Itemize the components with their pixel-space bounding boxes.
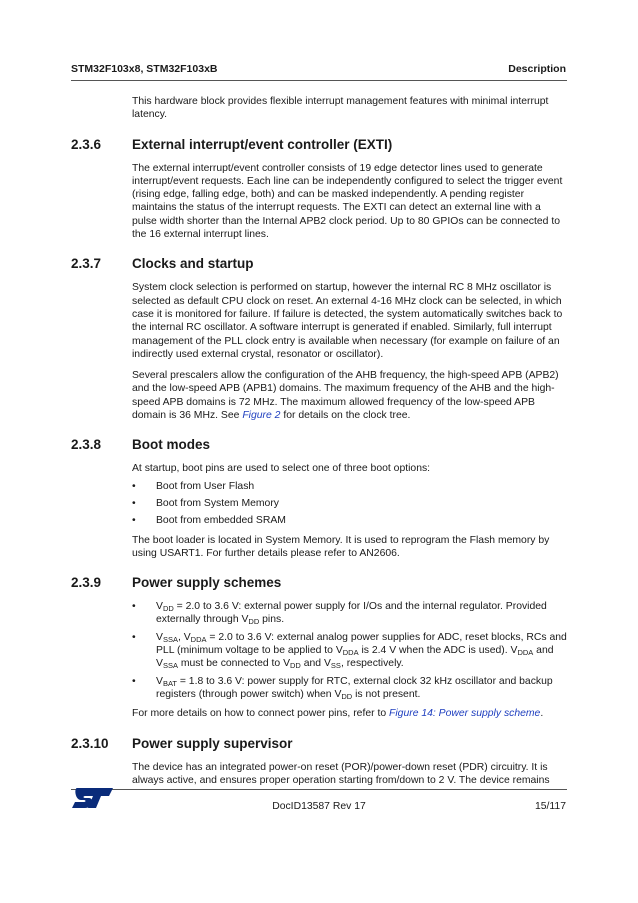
text: = 2.0 to 3.6 V: external power supply for I/Os and the internal regulator. Provided externally through xyxy=(156,601,547,626)
list-item-vssa xyxy=(132,631,567,671)
header-rule xyxy=(71,80,567,81)
text: and xyxy=(533,645,554,657)
boot-paragraph-2: The boot loader is located in System Memory. It is used to reprogram the Flash memory by using USART1. For further details please refer to AN2606. xyxy=(132,534,550,559)
page-content xyxy=(71,95,567,787)
section-number: 2.3.9 xyxy=(71,575,102,591)
clocks-paragraph-2 xyxy=(132,369,567,422)
v: V xyxy=(156,675,163,687)
v: V xyxy=(334,688,342,700)
sub: SSA xyxy=(162,661,178,671)
sub: DD xyxy=(248,617,260,627)
list-item-vbat xyxy=(132,675,567,702)
text: for details on the clock tree. xyxy=(280,410,411,422)
section-number: 2.3.10 xyxy=(71,735,109,751)
text: and xyxy=(300,658,324,670)
section-number: 2.3.6 xyxy=(71,136,102,152)
text: must be connected to xyxy=(177,658,284,670)
text: = 2.0 to 3.6 V: external analog power supplies for ADC, reset blocks, RCs and PLL (minimum voltage to be applied to xyxy=(156,631,567,657)
section-title: Power supply supervisor xyxy=(132,735,293,751)
footer-rule xyxy=(71,789,567,790)
sub: BAT xyxy=(162,678,177,688)
v: V xyxy=(335,645,343,657)
intro-paragraph: This hardware block provides flexible interrupt management features with minimal interrupt latency. xyxy=(132,96,549,121)
text: For more details on how to connect power pins, refer to xyxy=(132,708,390,720)
section-title: Power supply schemes xyxy=(132,575,282,591)
sub: DDA xyxy=(342,648,359,658)
power-supply-list xyxy=(132,600,567,701)
sub: DD xyxy=(290,661,301,671)
sub: SSA xyxy=(162,634,178,644)
list-item: • Boot from embedded SRAM xyxy=(132,514,567,527)
section-title: External interrupt/event controller (EXTI) xyxy=(132,136,393,152)
list-item-vdd xyxy=(132,600,567,627)
text: , respectively. xyxy=(340,658,404,670)
v: V xyxy=(241,614,249,626)
page-number: 15/117 xyxy=(534,801,566,812)
v: V xyxy=(183,631,191,643)
text: is not present. xyxy=(352,688,421,700)
section-number: 2.3.8 xyxy=(71,437,102,453)
sub: SS xyxy=(330,661,341,671)
boot-paragraph-1: At startup, boot pins are used to select one of three boot options: xyxy=(132,463,431,475)
doc-id: DocID13587 Rev 17 xyxy=(272,801,366,812)
figure-14-link[interactable]: Figure 14: Power supply scheme xyxy=(389,708,541,720)
boot-options-list xyxy=(132,480,567,528)
v: V xyxy=(323,658,331,670)
list-item: • Boot from User Flash xyxy=(132,480,567,493)
text: = 1.8 to 3.6 V: power supply for RTC, external clock 32 kHz oscillator and backup registers (through power switch) when xyxy=(156,675,553,700)
section-heading-2-3-10 xyxy=(71,736,567,752)
figure-2-link[interactable]: Figure 2 xyxy=(242,410,281,422)
text: pins. xyxy=(259,614,285,626)
section-heading-2-3-9 xyxy=(71,575,567,591)
v: V xyxy=(510,645,518,657)
clocks-paragraph-1: System clock selection is performed on startup, however the internal RC 8 MHz oscillator is selected as default CPU clock on reset. An external 4-16 MHz clock can be selected, in which case it is monitored for failure. If failure is detected, the system automatically switches back to the internal RC oscillator. A software interrupt is generated if enabled. Similarly, full interrupt management of the PLL clock entry is available when necessary (for example on failure of an indirectly used external crystal, resonator or oscillator). xyxy=(132,282,563,360)
v: V xyxy=(156,631,163,643)
power-paragraph xyxy=(132,707,567,720)
section-title: Boot modes xyxy=(132,437,211,453)
sub: DDA xyxy=(190,634,207,644)
sub: DD xyxy=(341,691,353,701)
v: V xyxy=(156,658,163,670)
section-heading-2-3-6 xyxy=(71,137,567,153)
header-right: Description xyxy=(508,63,566,75)
text: , xyxy=(177,631,184,643)
header-left: STM32F103x8, STM32F103xB xyxy=(71,63,218,75)
section-heading-2-3-7 xyxy=(71,256,567,272)
v: V xyxy=(156,601,163,613)
section-heading-2-3-8 xyxy=(71,437,567,453)
text: . xyxy=(540,708,544,720)
exti-paragraph: The external interrupt/event controller consists of 19 edge detector lines used to generate interrupt/event requests. Each line can be independently configured to select the trigger event (rising edge, falling edge, both) and can be masked independently. A pending register maintains the status of the interrupt requests. The EXTI can detect an external line with a pulse width shorter than the Internal APB2 clock period. Up to 80 GPIOs can be connected to the 16 external interrupt lines. xyxy=(132,162,563,241)
supervisor-paragraph: The device has an integrated power-on reset (POR)/power-down reset (PDR) circuitry. It is always active, and ensures proper operation starting from/down to 2 V. The device remains xyxy=(132,761,550,786)
text: Several prescalers allow the configuration of the AHB frequency, the high-speed APB (APB2) and the low-speed APB (APB1) domains. The maximum frequency of the AHB and the high-speed APB domains is 72 MHz. The maximum allowed frequency of the low-speed APB domain is 36 MHz. See xyxy=(132,370,559,422)
sub: DDA xyxy=(517,648,534,658)
section-number: 2.3.7 xyxy=(71,256,102,272)
section-title: Clocks and startup xyxy=(132,256,254,272)
text: is 2.4 V when the ADC is used). xyxy=(358,645,511,657)
v: V xyxy=(283,658,291,670)
sub: DD xyxy=(162,604,174,614)
list-item: • Boot from System Memory xyxy=(132,497,567,510)
